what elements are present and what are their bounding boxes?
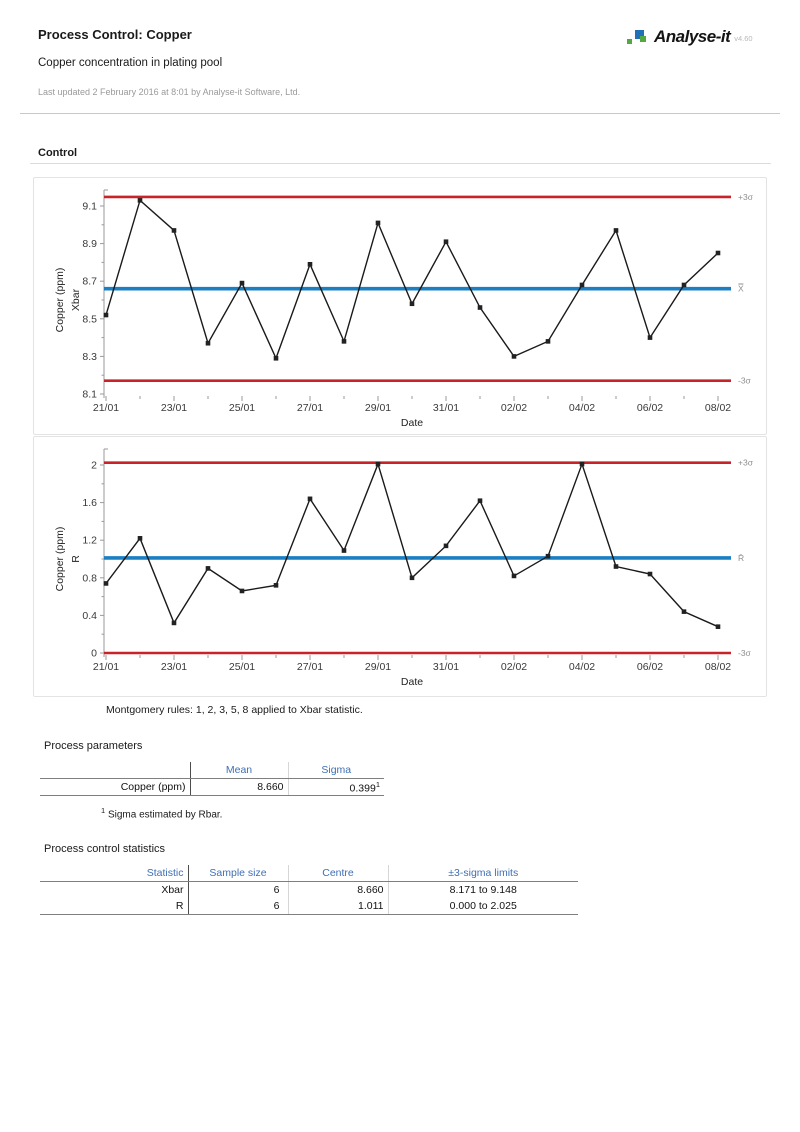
analyse-it-logo-icon (626, 27, 650, 47)
sample-size-value: 6 (188, 898, 288, 915)
limits-value: 8.171 to 9.148 (449, 884, 517, 896)
svg-text:29/01: 29/01 (364, 661, 392, 673)
centre-value: 1.011 (288, 898, 388, 915)
logo-brand-text: Analyse-it (654, 27, 731, 46)
svg-text:1.2: 1.2 (82, 534, 97, 547)
svg-text:27/01: 27/01 (296, 661, 324, 673)
column-header-limits: ±3-sigma limits (388, 865, 578, 882)
svg-text:1.6: 1.6 (82, 497, 97, 510)
svg-text:08/02: 08/02 (704, 402, 732, 414)
svg-text:8.5: 8.5 (82, 313, 97, 326)
svg-text:04/02: 04/02 (568, 402, 596, 414)
table-row-xbar (40, 882, 578, 899)
column-header-centre: Centre (288, 865, 388, 882)
footnote-marker: 1 (101, 806, 106, 815)
svg-text:23/01: 23/01 (160, 661, 188, 673)
process-parameters-title: Process parameters (44, 740, 143, 752)
centre-value: 8.660 (288, 882, 388, 899)
last-updated-text: Last updated 2 February 2016 at 8:01 by Analyse-it Software, Ltd. (38, 87, 301, 97)
table-row (40, 779, 384, 796)
svg-text:R: R (70, 555, 82, 563)
svg-text:R̄: R̄ (738, 552, 745, 563)
table-header-row (40, 762, 384, 779)
xbar-chart-panel (33, 177, 767, 435)
process-parameters-table (40, 762, 384, 796)
sigma-footnote (101, 806, 222, 820)
column-header-statistic: Statistic (40, 865, 188, 882)
svg-text:Copper (ppm): Copper (ppm) (54, 267, 66, 333)
svg-text:8.9: 8.9 (82, 238, 97, 251)
column-header-mean: Mean (190, 762, 288, 779)
svg-text:23/01: 23/01 (160, 402, 188, 414)
svg-text:29/01: 29/01 (364, 402, 392, 414)
svg-text:02/02: 02/02 (500, 661, 528, 673)
mean-value: 8.660 (190, 779, 288, 796)
sigma-number: 0.399 (349, 782, 376, 795)
svg-text:X̿: X̿ (738, 283, 744, 294)
montgomery-rules-note: Montgomery rules: 1, 2, 3, 5, 8 applied to Xbar statistic. (106, 704, 363, 716)
logo-version: v4.60 (734, 33, 753, 43)
column-header-blank (40, 762, 190, 779)
sample-size-value: 6 (188, 882, 288, 899)
svg-text:Xbar: Xbar (70, 288, 82, 312)
svg-text:21/01: 21/01 (92, 402, 120, 414)
svg-text:0: 0 (91, 647, 97, 660)
svg-text:27/01: 27/01 (296, 402, 324, 414)
svg-text:0.8: 0.8 (82, 572, 97, 585)
svg-text:+3σ: +3σ (738, 191, 753, 202)
svg-text:02/02: 02/02 (500, 402, 528, 414)
svg-text:8.3: 8.3 (82, 350, 97, 363)
svg-text:25/01: 25/01 (228, 661, 256, 673)
svg-text:21/01: 21/01 (92, 661, 120, 673)
svg-text:06/02: 06/02 (636, 661, 664, 673)
footnote-text: Sigma estimated by Rbar. (105, 809, 223, 821)
limits-value: 0.000 to 2.025 (388, 898, 578, 915)
section-title-control: Control (38, 147, 78, 159)
svg-text:0.4: 0.4 (82, 609, 97, 622)
section-divider (30, 163, 771, 164)
column-header-sigma: Sigma (288, 762, 384, 779)
svg-text:8.1: 8.1 (82, 388, 97, 401)
svg-text:Date: Date (400, 676, 424, 688)
svg-text:Copper (ppm): Copper (ppm) (54, 526, 66, 592)
svg-text:06/02: 06/02 (636, 402, 664, 414)
svg-text:8.7: 8.7 (82, 275, 97, 288)
svg-text:08/02: 08/02 (704, 661, 732, 673)
process-control-statistics-title: Process control statistics (44, 843, 166, 855)
report-subtitle: Copper concentration in plating pool (38, 57, 223, 69)
xbar-control-chart (34, 178, 764, 432)
svg-text:Date: Date (400, 417, 424, 429)
column-header-sample-size: Sample size (188, 865, 288, 882)
svg-text:25/01: 25/01 (228, 402, 256, 414)
sigma-value (288, 779, 384, 796)
svg-text:2: 2 (91, 459, 97, 472)
sigma-footnote-marker: 1 (375, 779, 380, 789)
process-control-statistics-table (40, 865, 578, 915)
statistic-name: Xbar (40, 882, 188, 899)
header-divider (20, 113, 780, 114)
svg-text:-3σ: -3σ (738, 648, 751, 658)
row-label: Copper (ppm) (40, 779, 190, 796)
svg-text:31/01: 31/01 (432, 402, 460, 414)
statistic-name: R (40, 898, 188, 915)
analyse-it-logo (626, 27, 753, 47)
page-title: Process Control: Copper (38, 27, 192, 42)
table-row-r (40, 898, 578, 915)
svg-text:-3σ: -3σ (738, 375, 751, 386)
svg-text:+3σ: +3σ (738, 457, 753, 468)
r-chart-panel (33, 436, 767, 697)
r-control-chart (34, 437, 764, 694)
svg-text:04/02: 04/02 (568, 661, 596, 673)
svg-text:31/01: 31/01 (432, 661, 460, 673)
svg-text:9.1: 9.1 (82, 200, 97, 213)
table-header-row (40, 865, 578, 882)
